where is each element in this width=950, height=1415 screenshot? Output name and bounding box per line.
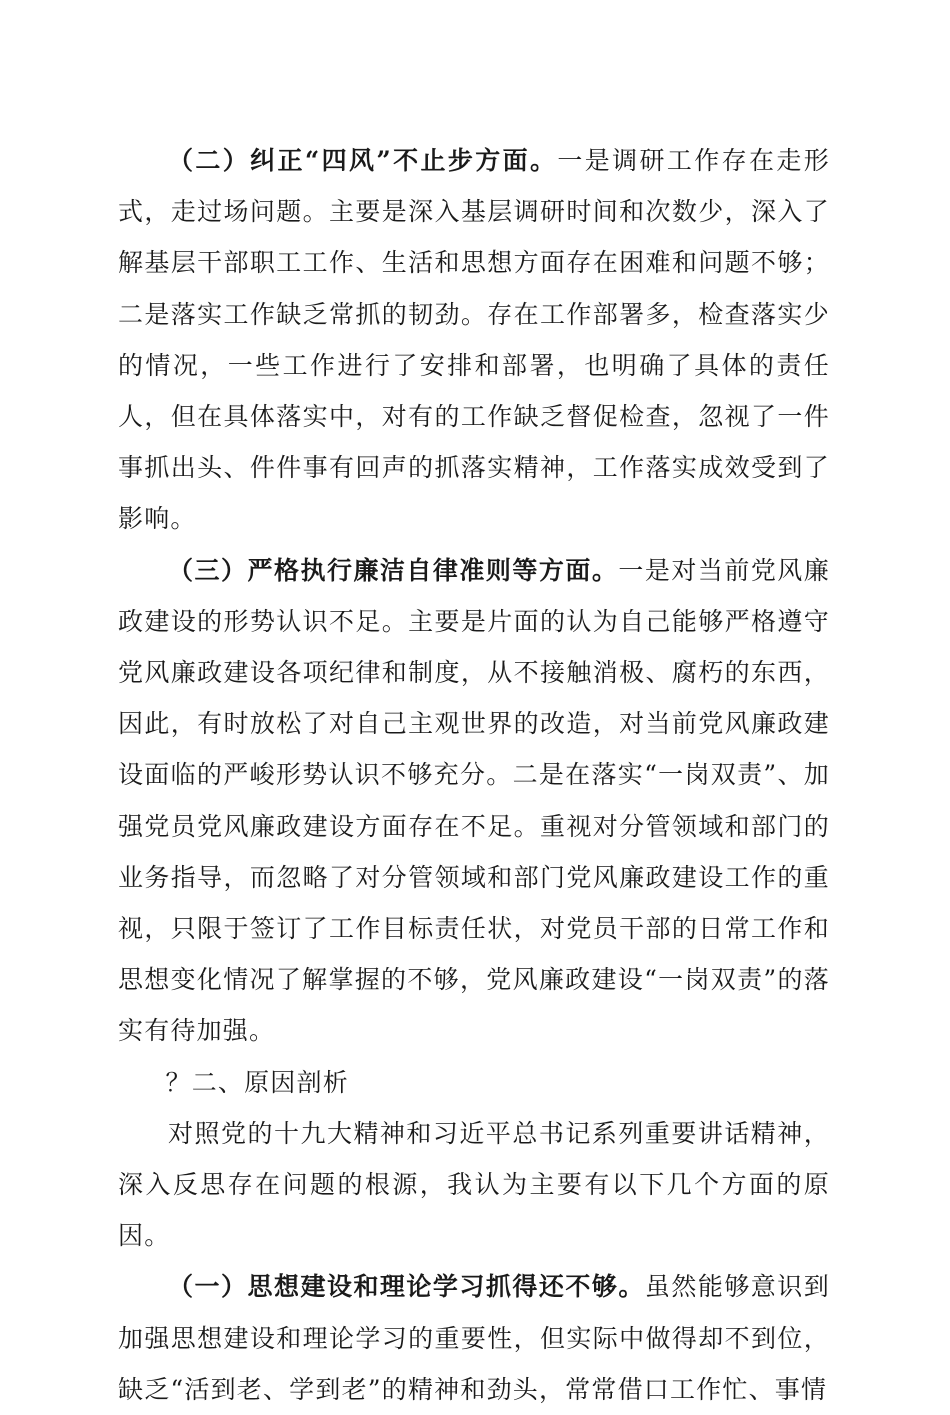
paragraph-theory-study [118,1261,830,1415]
paragraph-integrity [118,545,830,1057]
paragraph-lead: （二）纠正“四风”不止步方面。 [168,146,558,175]
paragraph-text: 虽然能够意识到加强思想建设和理论学习的重要性，但实际中做得却不到位，缺乏“活到老、学到老”的精神和劲头，常常借口工作忙、事情 [118,1272,830,1404]
paragraph-lead: （一）思想建设和理论学习抓得还不够。 [168,1272,645,1302]
paragraph-lead: （三）严格执行廉洁自律准则等方面。 [168,555,619,585]
section-heading-text: ？二、原因剖析 [165,1067,349,1097]
paragraph-text: 一是调研工作存在走形式，走过场问题。主要是深入基层调研时间和次数少，深入了解基层干部职工工作、生活和思想方面存在困难和问题不够；二是落实工作缺乏常抓的韧劲。存在工作部署多，检查落实少的情况，一些工作进行了安排和部署，也明确了具体的责任人，但在具体落实中，对有的工作缺乏督促检查，忽视了一件事抓出头、件件事有回声的抓落实精神，工作落实成效受到了影响。 [118,146,830,534]
paragraph-text: 一是对当前党风廉政建设的形势认识不足。主要是片面的认为自己能够严格遵守党风廉政建设各项纪律和制度，从不接触消极、腐朽的东西，因此，有时放松了对自己主观世界的改造，对当前党风廉政建设面临的严峻形势认识不够充分。二是在落实“一岗双责”、加强党员党风廉政建设方面存在不足。重视对分管领域和部门的业务指导，而忽略了对分管领域和部门党风廉政建设工作的重视，只限于签订了工作目标责任状，对党员干部的日常工作和思想变化情况了解掌握的不够，党风廉政建设“一岗双责”的落实有待加强。 [118,555,830,1046]
section-heading-cause-analysis [118,1057,830,1108]
document-body [118,135,830,1415]
paragraph-text: 对照党的十九大精神和习近平总书记系列重要讲话精神，深入反思存在问题的根源，我认为主要有以下几个方面的原因。 [118,1118,830,1251]
paragraph-reflection-intro [118,1108,830,1262]
paragraph-four-winds [118,135,830,545]
